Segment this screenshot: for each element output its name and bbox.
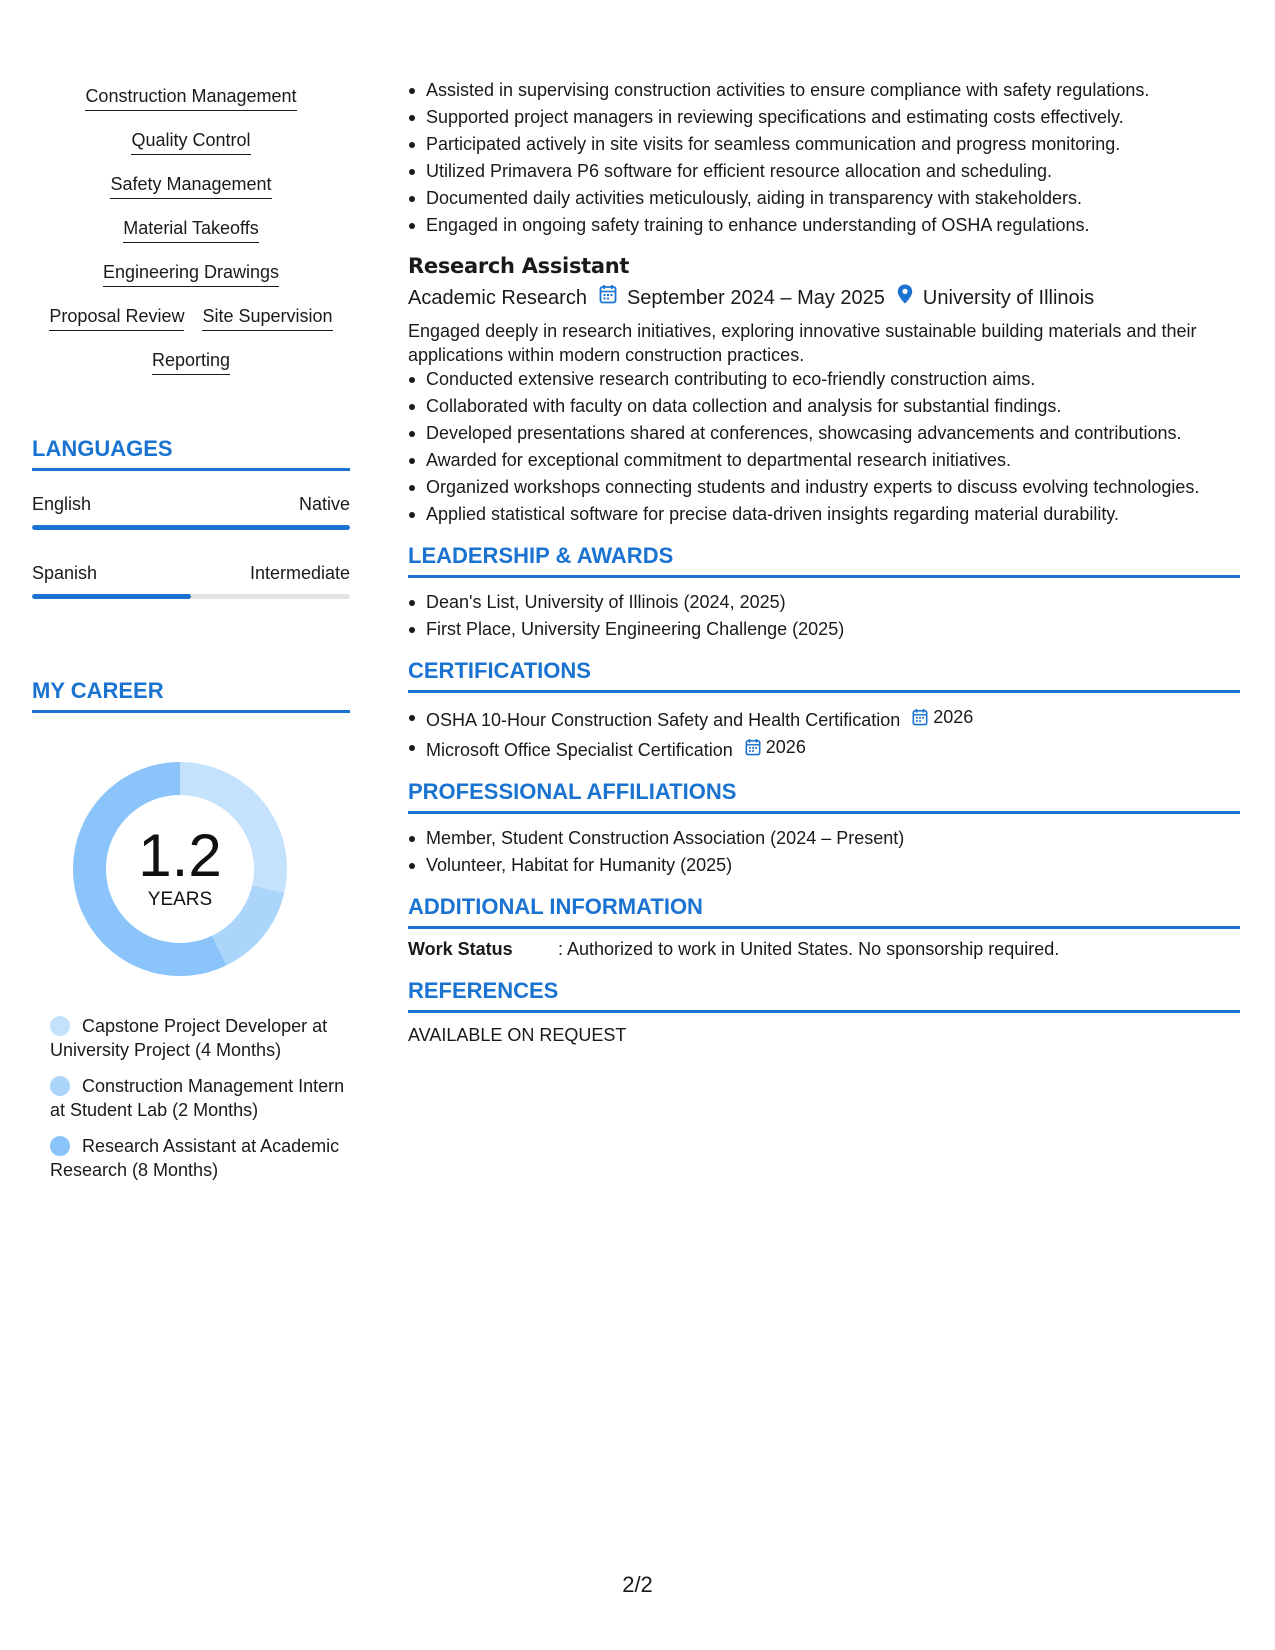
page-number: 2/2 (622, 1572, 653, 1597)
calendar-icon (912, 708, 928, 726)
bullet-item: Assisted in supervising construction activities to ensure compliance with safety regulations. (408, 78, 1240, 102)
language-item (32, 561, 350, 599)
references-section (408, 977, 1240, 1047)
skill-tag: Proposal Review (49, 304, 184, 331)
bullet-item: Utilized Primavera P6 software for efficient resource allocation and scheduling. (408, 159, 1240, 183)
language-level: Intermediate (249, 563, 350, 583)
bullet-item: Awarded for exceptional commitment to departmental research initiatives. (408, 448, 1240, 472)
right-column (408, 78, 1240, 1047)
skill-tag: Construction Management (32, 84, 350, 111)
certification-item (408, 735, 1240, 762)
language-level-bar (32, 594, 350, 599)
legend-dot-icon (50, 1016, 70, 1036)
bullet-item: Volunteer, Habitat for Humanity (2025) (408, 853, 1240, 877)
legend-dot-icon (50, 1076, 70, 1096)
bullet-item: Dean's List, University of Illinois (2024, 2025) (408, 590, 1240, 614)
certification-name: Microsoft Office Specialist Certification (426, 740, 733, 760)
leadership-section (408, 542, 1240, 641)
job-dates: September 2024 – May 2025 (626, 287, 885, 309)
career-legend (50, 1014, 350, 1194)
certification-item (408, 705, 1240, 732)
bullet-item: Developed presentations shared at conferences, showcasing advancements and contributions. (408, 421, 1240, 445)
work-status-value: : Authorized to work in United States. No sponsorship required. (558, 939, 1060, 959)
work-status-label: Work Status (408, 939, 513, 959)
legend-item (50, 1074, 350, 1122)
job-company: Academic Research (408, 287, 587, 309)
career-heading: MY CAREER (32, 677, 350, 713)
certification-year: 2026 (765, 737, 806, 757)
job-meta (408, 284, 1240, 312)
skill-tag: Reporting (32, 348, 350, 375)
work-status-row (408, 937, 1240, 961)
language-level: Native (298, 494, 350, 514)
calendar-icon (745, 738, 761, 756)
language-name: Spanish (32, 563, 98, 583)
section-heading: LEADERSHIP & AWARDS (408, 542, 1240, 578)
language-name: English (32, 494, 92, 514)
bullet-item: Engaged in ongoing safety training to enhance understanding of OSHA regulations. (408, 213, 1240, 237)
language-level-fill (32, 525, 350, 530)
bullet-item: Member, Student Construction Association (2024 – Present) (408, 826, 1240, 850)
language-item (32, 492, 350, 530)
section-heading: CERTIFICATIONS (408, 657, 1240, 693)
job-location: University of Illinois (922, 287, 1095, 309)
references-text: AVAILABLE ON REQUEST (408, 1025, 627, 1045)
calendar-icon (599, 284, 617, 312)
certification-name: OSHA 10-Hour Construction Safety and Health Certification (426, 710, 901, 730)
language-level-bar (32, 525, 350, 530)
language-level-fill (32, 594, 191, 599)
section-heading: ADDITIONAL INFORMATION (408, 893, 1240, 929)
section-heading: PROFESSIONAL AFFILIATIONS (408, 778, 1240, 814)
skill-tag: Engineering Drawings (32, 260, 350, 287)
experience-bullets (408, 78, 1240, 237)
additional-info-section (408, 893, 1240, 961)
skills-list (32, 84, 350, 375)
certifications-section (408, 657, 1240, 762)
certification-year: 2026 (933, 707, 974, 727)
bullet-item: First Place, University Engineering Challenge (2025) (408, 617, 1240, 641)
left-column (32, 84, 350, 1180)
legend-label: Research Assistant at Academic Research (8 Months) (50, 1136, 340, 1180)
affiliations-section (408, 778, 1240, 877)
bullet-item: Participated actively in site visits for seamless communication and progress monitoring. (408, 132, 1240, 156)
career-total-value: 1.2 (138, 822, 222, 889)
skill-tag: Material Takeoffs (32, 216, 350, 243)
job-title: Research Assistant (408, 254, 630, 278)
skill-tag: Quality Control (32, 128, 350, 155)
legend-label: Capstone Project Developer at University Project (4 Months) (50, 1016, 328, 1060)
map-pin-icon (897, 284, 913, 312)
legend-item (50, 1134, 350, 1182)
legend-item (50, 1014, 350, 1062)
skill-tag: Site Supervision (202, 304, 332, 331)
bullet-item: Collaborated with faculty on data collection and analysis for substantial findings. (408, 394, 1240, 418)
bullet-item: Conducted extensive research contributing to eco-friendly construction aims. (408, 367, 1240, 391)
skill-tag: Safety Management (32, 172, 350, 199)
section-heading: REFERENCES (408, 977, 1240, 1013)
bullet-item: Applied statistical software for precise data-driven insights regarding material durability. (408, 502, 1240, 526)
bullet-item: Organized workshops connecting students and industry experts to discuss evolving technologies. (408, 475, 1240, 499)
legend-label: Construction Management Intern at Student Lab (2 Months) (50, 1076, 345, 1120)
career-total-unit: YEARS (147, 889, 213, 910)
languages-heading: LANGUAGES (32, 435, 350, 471)
job-description: Engaged deeply in research initiatives, exploring innovative sustainable building materials and their applications within modern construction practices. (408, 321, 1197, 365)
legend-dot-icon (50, 1136, 70, 1156)
career-total (65, 754, 295, 984)
bullet-item: Documented daily activities meticulously, aiding in transparency with stakeholders. (408, 186, 1240, 210)
job-bullets (408, 367, 1240, 526)
bullet-item: Supported project managers in reviewing specifications and estimating costs effectively. (408, 105, 1240, 129)
